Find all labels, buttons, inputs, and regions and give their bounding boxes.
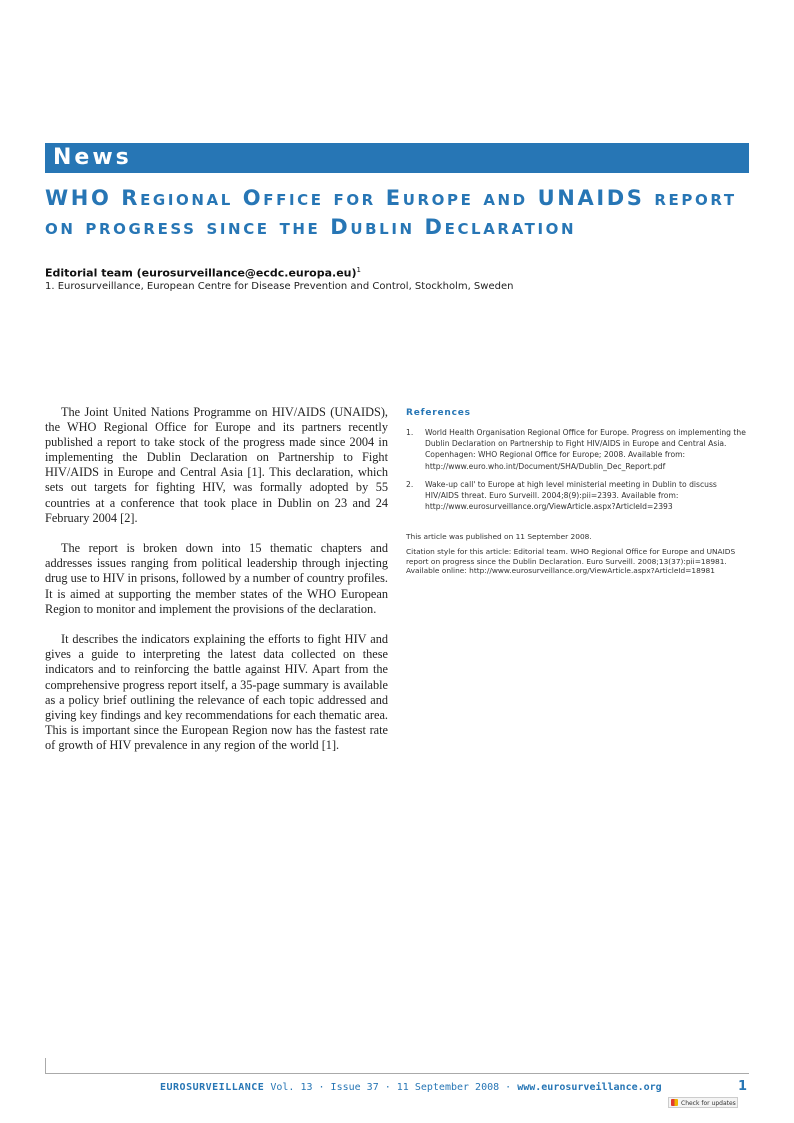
check-for-updates-button[interactable] (668, 1097, 738, 1108)
article-title: WHO Regional Office for Europe and UNAIDS report on progress since the Dublin Declaration (45, 186, 737, 239)
footer-running-line (160, 1082, 662, 1093)
footer-tick-mark (45, 1058, 46, 1073)
author-line (45, 266, 361, 280)
section-banner (45, 143, 749, 173)
reference-text: World Health Organisation Regional Office for Europe. Progress on implementing the Dublin Declaration on Partnership to Fight HIV/AIDS in Europe and Central Asia. Copenhagen: WHO Regional Office for Europe; 2008. Available from: http://www.euro.who.int/Document/SHA/Dublin_Dec_Report.pdf (425, 428, 746, 471)
footer-website-link[interactable]: www.eurosurveillance.org (517, 1082, 662, 1093)
author-affiliation: 1. Eurosurveillance, European Centre for Disease Prevention and Control, Stockholm, Sweden (45, 281, 514, 292)
footer-divider (45, 1073, 749, 1074)
reference-item (406, 427, 750, 472)
body-paragraph: The report is broken down into 15 thematic chapters and addresses issues ranging from political leadership through injecting drug use to HIV in prisons, followed by a number of country profiles. It is aimed at supporting the member states of the WHO European Region to monitor and implement the provisions of the declaration. (45, 541, 388, 616)
footer-journal-name: EUROSURVEILLANCE (160, 1082, 265, 1093)
publication-info (406, 532, 752, 582)
citation-note: Citation style for this article: Editorial team. WHO Regional Office for Europe and UNAIDS report on progress since the Dublin Declaration. Euro Surveill. 2008;13(37):pii=18981. Available online: http://www.eurosurveillance.org/ViewArticle.aspx?ArticleId=18981 (406, 547, 736, 576)
check-for-updates-label: Check for updates (681, 1100, 736, 1107)
author-affiliation-marker: 1 (356, 266, 361, 274)
author-name: Editorial team (eurosurveillance@ecdc.europa.eu) (45, 266, 357, 280)
references-heading: References (406, 408, 471, 418)
article-body (45, 405, 388, 768)
body-paragraph: The Joint United Nations Programme on HIV/AIDS (UNAIDS), the WHO Regional Office for Europe and its partners recently published a report to take stock of the progress made since 2004 in implementing the Dublin Declaration on Partnership to Fight HIV/AIDS in Europe and Central Asia [1]. This declaration, which sets out targets for fighting HIV, was formally adopted by 55 countries at a conference that took place in Dublin on 23 and 24 February 2004 [2]. (45, 405, 388, 525)
reference-number: 1. (406, 428, 414, 437)
references-section (406, 408, 750, 519)
body-paragraph: It describes the indicators explaining the efforts to fight HIV and gives a guide to interpreting the latest data collected on these indicators and to reinforcing the battle against HIV. Apart from the comprehensive progress report itself, a 35-page summary is available as a policy brief outlining the relevance of each topic addressed and giving key findings and key recommendations for each thematic area. This is important since the European Region now has the fastest rate of growth of HIV prevalence in any region of the world [1]. (45, 632, 388, 752)
published-date-note: This article was published on 11 September 2008. (406, 532, 592, 541)
reference-item (406, 479, 750, 513)
footer-issue-info: Vol. 13 · Issue 37 · 11 September 2008 · (264, 1082, 518, 1093)
reference-text: Wake-up call' to Europe at high level ministerial meeting in Dublin to discuss HIV/AIDS threat. Euro Surveill. 2004;8(9):pii=2393. Available from: http://www.eurosurveillance.org/ViewArticle.aspx?ArticleId=2393 (425, 479, 717, 512)
section-label: News (53, 145, 132, 170)
references-list (406, 427, 750, 512)
page-number: 1 (738, 1079, 748, 1094)
crossmark-icon (671, 1099, 678, 1106)
reference-number: 2. (406, 479, 414, 489)
